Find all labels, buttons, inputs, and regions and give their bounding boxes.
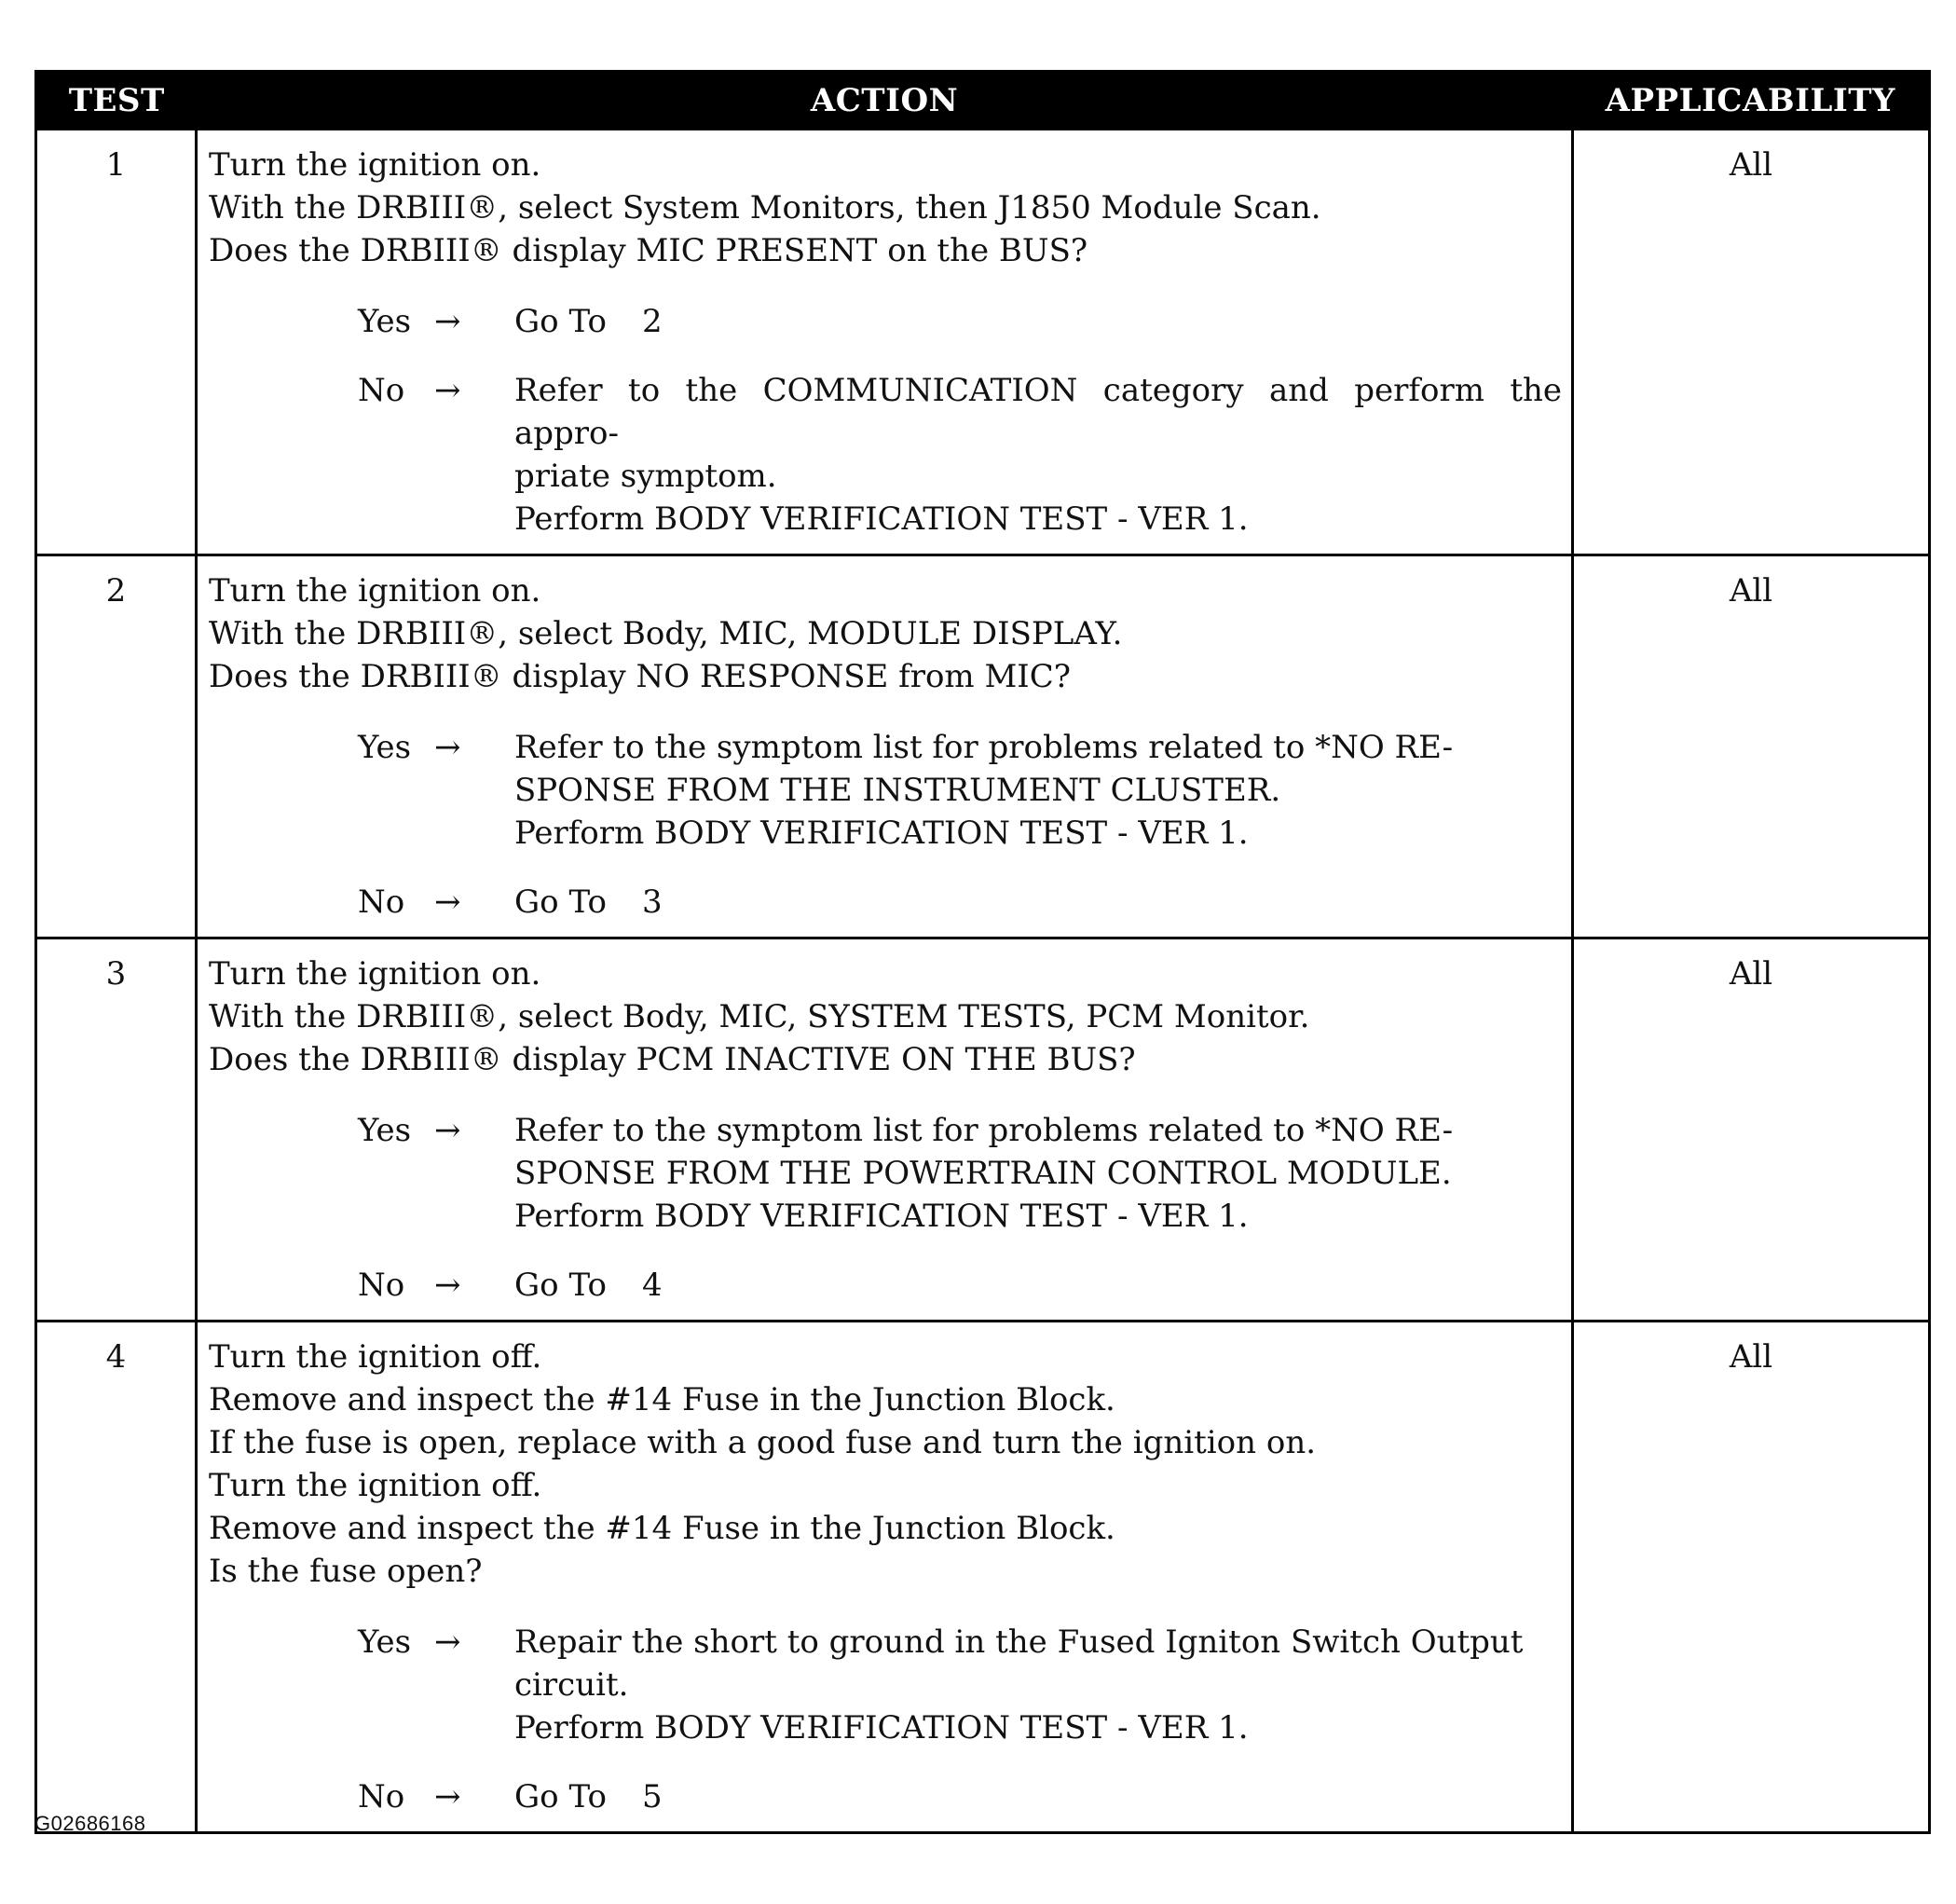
action-step: With the DRBIII®, select System Monitors, then J1850 Module Scan.	[209, 189, 1321, 226]
right-arrow-icon: →	[434, 1778, 461, 1815]
right-arrow-icon: →	[434, 303, 461, 340]
outcomes	[209, 1621, 1562, 1818]
action-step: Remove and inspect the #14 Fuse in the Junction Block.	[209, 1510, 1115, 1547]
figure-id-caption: G02686168	[34, 1812, 146, 1835]
action-step: Turn the ignition off.	[209, 1467, 542, 1504]
result-line: Perform BODY VERIFICATION TEST - VER 1.	[514, 1198, 1249, 1235]
outcomes	[209, 1109, 1562, 1307]
outcome-result	[514, 369, 1562, 541]
outcomes	[209, 726, 1562, 924]
result-line: Refer to the symptom list for problems related to *NO RE-	[514, 729, 1454, 766]
goto-label: Go To	[514, 1267, 607, 1304]
right-arrow-icon: →	[434, 729, 461, 766]
result-line: Repair the short to ground in the Fused Igniton Switch Output	[514, 1623, 1524, 1661]
table-body	[36, 130, 1930, 1833]
action-step: Turn the ignition off.	[209, 1338, 542, 1376]
outcome-no	[358, 1264, 1562, 1307]
header-action: ACTION	[197, 72, 1573, 130]
applicability-value: All	[1573, 1322, 1930, 1833]
right-arrow-icon: →	[434, 1623, 461, 1661]
outcome-yes	[358, 300, 1562, 343]
table-header-row	[36, 72, 1930, 130]
goto-label: Go To	[514, 303, 607, 340]
outcome-result	[514, 1109, 1562, 1238]
goto-label: Go To	[514, 884, 607, 921]
action-step: Turn the ignition on.	[209, 146, 541, 184]
result-line: Refer to the COMMUNICATION category and perform the appro-	[514, 372, 1562, 452]
outcome-label: No	[358, 1778, 405, 1815]
outcome-yes	[358, 1621, 1562, 1749]
action-cell	[197, 555, 1573, 938]
action-step: With the DRBIII®, select Body, MIC, MODULE DISPLAY.	[209, 615, 1123, 652]
right-arrow-icon: →	[434, 372, 461, 409]
right-arrow-icon: →	[434, 1112, 461, 1149]
action-cell	[197, 1322, 1573, 1833]
outcome-yes	[358, 1109, 1562, 1238]
table-row	[36, 938, 1930, 1322]
goto-test-number: 3	[641, 884, 663, 921]
outcome-result	[514, 300, 1562, 343]
goto-test-number: 4	[641, 1267, 663, 1304]
applicability-value: All	[1573, 938, 1930, 1322]
goto-label: Go To	[514, 1778, 607, 1815]
outcomes	[209, 300, 1562, 541]
outcome-label: No	[358, 1267, 405, 1304]
outcome-no	[358, 881, 1562, 924]
outcome-result	[514, 726, 1562, 855]
action-step: If the fuse is open, replace with a good fuse and turn the ignition on.	[209, 1424, 1317, 1461]
action-step: Remove and inspect the #14 Fuse in the Junction Block.	[209, 1381, 1115, 1418]
action-step: Does the DRBIII® display NO RESPONSE from MIC?	[209, 658, 1071, 695]
outcome-result	[514, 1621, 1562, 1749]
action-step: Turn the ignition on.	[209, 572, 541, 610]
outcome-yes	[358, 726, 1562, 855]
result-line: SPONSE FROM THE INSTRUMENT CLUSTER.	[514, 772, 1281, 809]
action-step: Turn the ignition on.	[209, 955, 541, 993]
table-row	[36, 1322, 1930, 1833]
outcome-label: No	[358, 884, 405, 921]
test-number: 1	[36, 130, 197, 555]
outcome-result	[514, 881, 1562, 924]
table-row	[36, 130, 1930, 555]
test-number: 3	[36, 938, 197, 1322]
test-number: 2	[36, 555, 197, 938]
goto-test-number: 5	[641, 1778, 663, 1815]
action-cell	[197, 938, 1573, 1322]
outcome-label: Yes	[358, 303, 412, 340]
outcome-label: Yes	[358, 1112, 412, 1149]
diagnostic-test-table	[34, 70, 1931, 1834]
header-test: TEST	[36, 72, 197, 130]
action-step: Does the DRBIII® display MIC PRESENT on the BUS?	[209, 232, 1088, 269]
test-number: 4	[36, 1322, 197, 1833]
action-step: Does the DRBIII® display PCM INACTIVE ON THE BUS?	[209, 1041, 1136, 1078]
right-arrow-icon: →	[434, 884, 461, 921]
result-line: priate symptom.	[514, 458, 777, 495]
action-step: With the DRBIII®, select Body, MIC, SYSTEM TESTS, PCM Monitor.	[209, 998, 1310, 1035]
outcome-no	[358, 369, 1562, 541]
applicability-value: All	[1573, 555, 1930, 938]
right-arrow-icon: →	[434, 1267, 461, 1304]
result-line: SPONSE FROM THE POWERTRAIN CONTROL MODULE.	[514, 1155, 1452, 1192]
header-applicability: APPLICABILITY	[1573, 72, 1930, 130]
goto-test-number: 2	[641, 303, 663, 340]
result-line: Perform BODY VERIFICATION TEST - VER 1.	[514, 815, 1249, 852]
outcome-no	[358, 1775, 1562, 1818]
result-line: Perform BODY VERIFICATION TEST - VER 1.	[514, 500, 1249, 538]
outcome-result	[514, 1264, 1562, 1307]
outcome-label: No	[358, 372, 405, 409]
applicability-value: All	[1573, 130, 1930, 555]
result-line: Refer to the symptom list for problems related to *NO RE-	[514, 1112, 1454, 1149]
outcome-label: Yes	[358, 729, 412, 766]
action-cell	[197, 130, 1573, 555]
outcome-label: Yes	[358, 1623, 412, 1661]
result-line: Perform BODY VERIFICATION TEST - VER 1.	[514, 1709, 1249, 1746]
table-row	[36, 555, 1930, 938]
outcome-result	[514, 1775, 1562, 1818]
result-line: circuit.	[514, 1666, 629, 1704]
action-step: Is the fuse open?	[209, 1553, 483, 1590]
